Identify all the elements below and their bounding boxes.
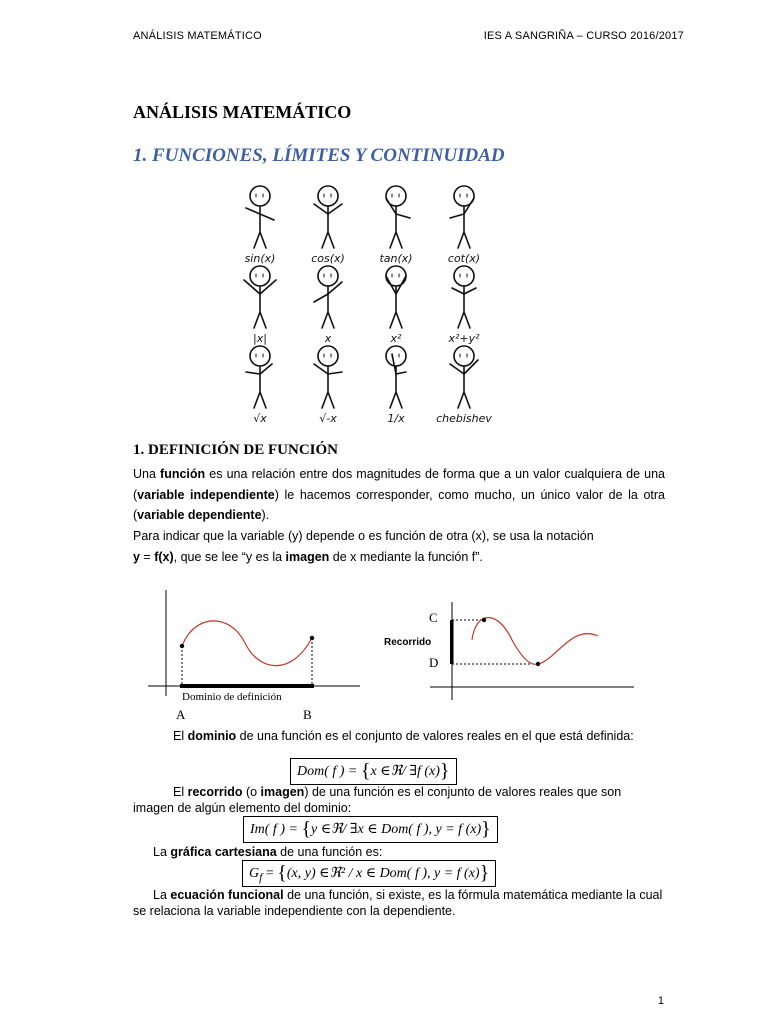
stick-figure xyxy=(314,186,342,248)
figure-label: 1/x xyxy=(387,412,405,425)
stick-figure xyxy=(452,266,476,328)
stick-figure xyxy=(450,186,474,248)
figure-label: √-x xyxy=(319,412,337,425)
definition-paragraph: Una función es una relación entre dos magnitudes de forma que a un valor cualquiera de una (variable independiente) le hacemos corresponder, como mucho, un único valor de la otra (variable dependiente). xyxy=(133,467,666,522)
point-a-label: A xyxy=(176,707,186,722)
figure-label: chebishev xyxy=(436,412,492,425)
recorrido-paragraph: El recorrido (o imagen) de una función es el conjunto de valores reales que son imagen de algún elemento del dominio: xyxy=(133,785,622,815)
range-label: Recorrido xyxy=(384,637,432,648)
ecuacion-paragraph: La ecuación funcional de una función, si existe, es la fórmula matemática mediante la cual se relaciona la variable independiente con la dependiente. xyxy=(133,888,663,918)
image-formula: Im( f ) = {y ∈ℜ/ ∃x ∈ Dom( f ), y = f (x)} xyxy=(243,816,498,843)
figure-label: sin(x) xyxy=(244,252,276,265)
domain-label: Dominio de definición xyxy=(182,691,282,703)
figure-label: x²+y² xyxy=(448,332,480,345)
domain-graph xyxy=(140,588,370,726)
stick-figure xyxy=(314,346,342,408)
dominio-paragraph: El dominio de una función es el conjunto de valores reales en el que está definida: xyxy=(173,729,634,743)
figure-label: cot(x) xyxy=(447,252,481,265)
figure-label: cos(x) xyxy=(311,252,345,265)
chapter-title: 1. FUNCIONES, LÍMITES Y CONTINUIDAD xyxy=(133,145,505,166)
function-curve xyxy=(472,618,598,665)
grafica-paragraph: La gráfica cartesiana de una función es: xyxy=(153,845,383,859)
stick-figure xyxy=(386,346,406,408)
stick-figure xyxy=(244,266,276,328)
domain-formula: Dom( f ) = {x ∈ℜ/ ∃f (x)} xyxy=(290,758,457,785)
range-bar xyxy=(450,620,454,664)
stick-figure xyxy=(246,186,274,248)
graph-formula: $G_f = \{(x$, y) ∈ℜ² / x ∈ Dom( f ), y = f (x)} xyxy=(242,860,496,887)
header-left: ANÁLISIS MATEMÁTICO xyxy=(133,30,262,42)
point-d-label: D xyxy=(429,655,439,670)
page-number: 1 xyxy=(657,995,664,1007)
figure-label: |x| xyxy=(253,332,267,345)
stick-figure xyxy=(246,346,272,408)
point-c-label: C xyxy=(429,610,438,625)
stick-figure xyxy=(386,186,410,248)
page-title: ANÁLISIS MATEMÁTICO xyxy=(133,102,352,122)
function-curve xyxy=(182,621,312,666)
header-right: IES A SANGRIÑA – CURSO 2016/2017 xyxy=(483,30,684,42)
domain-bar xyxy=(180,684,314,688)
stick-figure xyxy=(450,346,478,408)
section-heading: 1. DEFINICIÓN DE FUNCIÓN xyxy=(133,442,339,458)
figure-label: x² xyxy=(390,332,402,345)
figure-label: √x xyxy=(253,412,267,425)
point-b-label: B xyxy=(303,707,312,722)
stick-figure xyxy=(386,266,406,328)
notation-paragraph: Para indicar que la variable (y) depende o es función de otra (x), se usa la notación y = f(x), que se lee “y es la imagen de x mediante la función f”. xyxy=(133,529,594,564)
figure-label: x xyxy=(324,332,332,345)
function-gestures-illustration xyxy=(230,178,500,425)
range-graph xyxy=(380,600,640,700)
stick-figure xyxy=(314,266,342,328)
figure-label: tan(x) xyxy=(379,252,413,265)
